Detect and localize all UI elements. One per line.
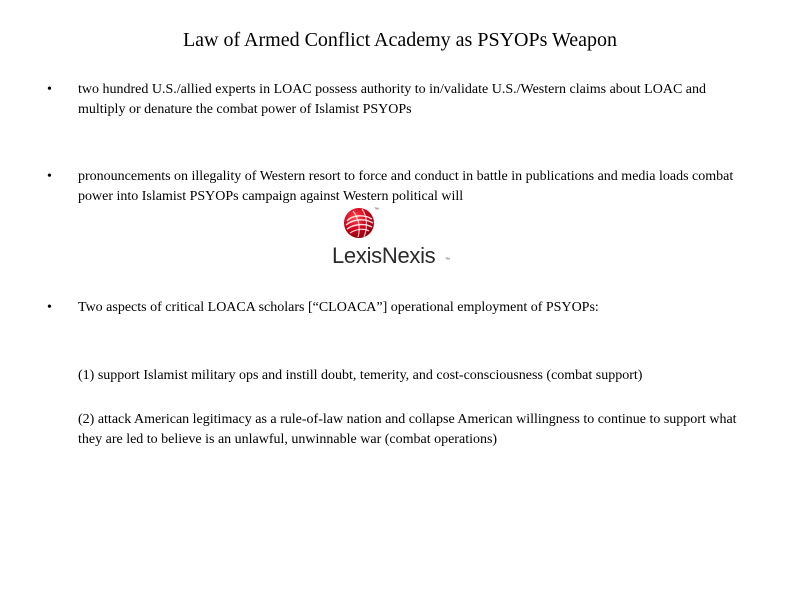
bullet-marker: • [47,82,52,97]
bullet-item-2 [47,167,747,207]
logo-tm-mark: ™ [374,207,379,213]
bullet-text: Two aspects of critical LOACA scholars [“CLOACA”] operational employment of PSYOPs: [78,300,599,315]
slide-title: Law of Armed Conflict Academy as PSYOPs Weapon [182,29,618,51]
bullet-marker: • [47,300,52,315]
lexisnexis-globe-icon [342,205,378,241]
sub-item-1: (1) support Islamist military ops and instill doubt, temerity, and cost-consciousness (combat support) [78,368,643,383]
lexisnexis-logo [330,205,460,271]
logo-wordmark: LexisNexis [332,243,436,268]
bullet-text: two hundred U.S./allied experts in LOAC possess authority to in/validate U.S./Western claims about LOAC and multiply or denature the combat power of Islamist PSYOPs [78,82,706,117]
logo-wordmark-tm: ™ [445,257,450,263]
sub-item-2: (2) attack American legitimacy as a rule-of-law nation and collapse American willingness to continue to support what they are led to believe is an unlawful, unwinnable war (combat operations) [78,412,737,447]
bullet-text: pronouncements on illegality of Western resort to force and conduct in battle in publications and media loads combat power into Islamist PSYOPs campaign against Western political will [78,169,734,204]
bullet-item-1 [47,80,747,120]
bullet-marker: • [47,169,52,184]
bullet-item-3 [47,298,747,318]
